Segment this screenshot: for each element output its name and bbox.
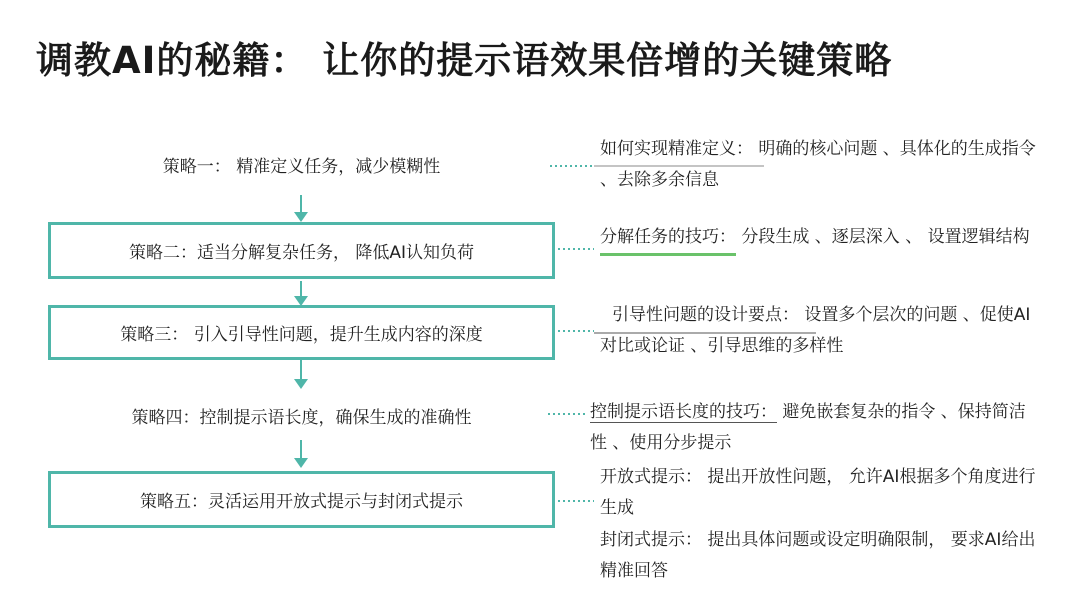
arrow-1-2 [294, 195, 308, 222]
note-1 [600, 134, 1040, 196]
note-6-body: 提出具体问题或设定明确限制， 要求AI给出精准回答 [600, 530, 1036, 581]
note-3-body: 设置多个层次的问题 、促使AI对比或论证 、引导思维的多样性 [600, 305, 1031, 356]
note-5-head: 开放式提示： [600, 467, 702, 487]
note-4 [590, 397, 1040, 459]
note-6-head: 封闭式提示： [600, 530, 702, 550]
note-5 [600, 462, 1040, 524]
note-2 [600, 222, 1040, 256]
note-3-head: 引导性问题的设计要点： [612, 305, 799, 325]
strategy-5-box: 策略五：灵活运用开放式提示与封闭式提示 [48, 471, 555, 528]
note-5-body: 提出开放性问题， 允许AI根据多个角度进行生成 [600, 467, 1036, 518]
arrow-2-3 [294, 281, 308, 306]
note-1-head: 如何实现精准定义： [600, 139, 753, 159]
strategy-3-box: 策略三： 引入引导性问题，提升生成内容的深度 [48, 305, 555, 360]
note-6 [600, 525, 1040, 587]
note-4-head: 控制提示语长度的技巧： [590, 402, 777, 422]
strategy-2-box: 策略二：适当分解复杂任务， 降低AI认知负荷 [48, 222, 555, 279]
note-2-body: 分段生成 、逐层深入 、 设置逻辑结构 [736, 227, 1030, 247]
note-2-head: 分解任务的技巧： [600, 222, 736, 256]
note-4-body: 避免嵌套复杂的指令 、保持简洁性 、使用分步提示 [590, 402, 1026, 453]
arrow-3-4 [294, 360, 308, 389]
arrow-4-5 [294, 440, 308, 468]
page-title: 调教AI的秘籍： 让你的提示语效果倍增的关键策略 [36, 39, 893, 82]
strategy-4: 策略四：控制提示语长度，确保生成的准确性 [131, 407, 472, 428]
note-3 [600, 300, 1040, 362]
note-1-body: 明确的核心问题 、具体化的生成指令 、去除多余信息 [600, 139, 1036, 190]
strategy-1: 策略一： 精准定义任务，减少模糊性 [162, 156, 441, 177]
